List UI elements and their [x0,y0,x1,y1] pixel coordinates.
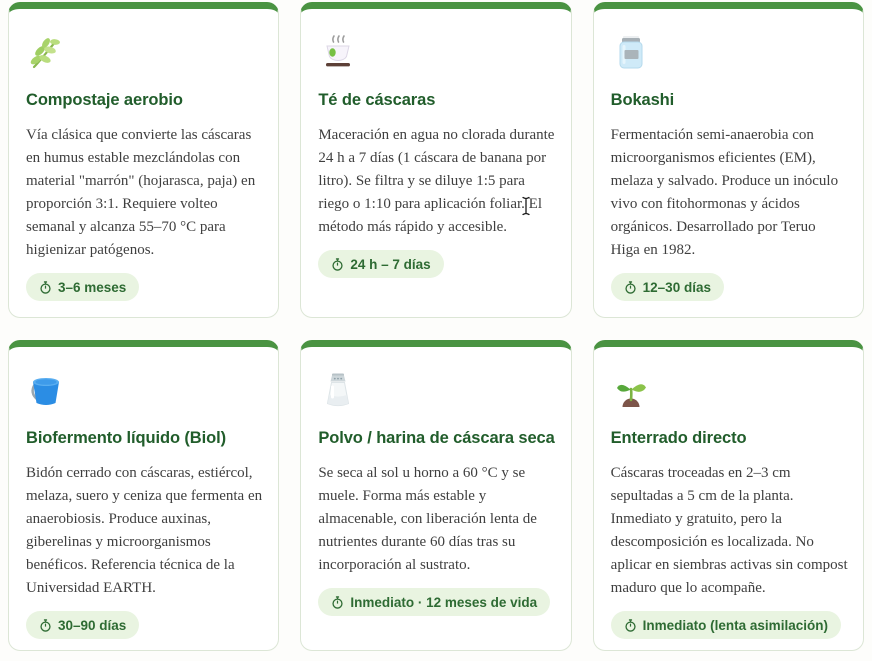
card-description: Vía clásica que convierte las cáscaras en humus estable mezclándolas con material "marrón" (hojarasca, paja) en proporción 3:1. Requiere volteo semanal y alcanza 55–70 °C para higienizar patógenos. [26,127,256,258]
card-description: Se seca al sol u horno a 60 °C y se muele. Forma más estable y almacenable, con liberación lenta de nutrientes durante 60 días tras su incorporación al sustrato. [318,465,537,573]
duration-badge [611,611,841,639]
card-bokashi [593,2,864,318]
duration-badge [318,588,550,616]
timer-icon [39,619,52,632]
card-biofermento-liquido [8,340,279,651]
card-polvo-harina [300,340,571,651]
card-te-de-cascaras [300,2,571,318]
card-title: Polvo / harina de cáscara seca [318,429,555,447]
card-description: Fermentación semi-anaerobia con microorganismos eficientes (EM), melaza y salvado. Produce un inóculo vivo con fitohormonas y ácidos orgánicos. Desarrollado por Teruo Higa en 1982. [610,127,839,258]
card-title: Té de cáscaras [318,91,436,109]
card-title: Compostaje aerobio [26,91,183,109]
duration-badge [611,273,724,301]
timer-icon [624,281,637,294]
card-description: Maceración en agua no clorada durante 24 h a 7 días (1 cáscara de banana por litro). Se filtra y se diluye 1:5 para riego o 1:10 para aplicación foliar. El método más rápido y accesible. [318,127,555,235]
duration-badge [26,611,139,639]
card-description: Cáscaras troceadas en 2–3 cm sepultadas a 5 cm de la planta. Inmediato y gratuito, pero la descomposición es localizada. No aplicar en siembras activas sin compost maduro que lo acompañe. [610,465,848,596]
card-description: Bidón cerrado con cáscaras, estiércol, melaza, suero y ceniza que fermenta en anaerobiosis. Produce auxinas, giberelinas y microorganismos benéficos. Referencia técnica de la Universidad EARTH. [26,465,263,596]
card-compostaje-aerobio [8,2,279,318]
timer-icon [39,281,52,294]
timer-icon [331,258,344,271]
duration-badge [26,273,139,301]
duration-badge [318,250,443,278]
timer-icon [624,619,637,632]
duration-label: Inmediato (lenta asimilación) [642,617,828,633]
card-title: Biofermento líquido (Biol) [26,429,226,447]
jar-icon [611,33,651,73]
duration-label: Inmediato · 12 meses de vida [350,594,538,610]
herb-icon [26,33,66,73]
duration-label: 3–6 meses [58,279,127,295]
salt-shaker-icon [318,371,358,411]
card-title: Bokashi [610,91,675,109]
duration-label: 12–30 días [642,279,711,295]
duration-label: 30–90 días [58,617,127,633]
card-enterrado-directo [593,340,864,651]
bucket-icon [26,371,66,411]
teacup-icon [318,33,358,73]
timer-icon [331,596,344,609]
duration-label: 24 h – 7 días [350,256,431,272]
card-title: Enterrado directo [610,429,747,447]
seedling-icon [611,371,651,411]
